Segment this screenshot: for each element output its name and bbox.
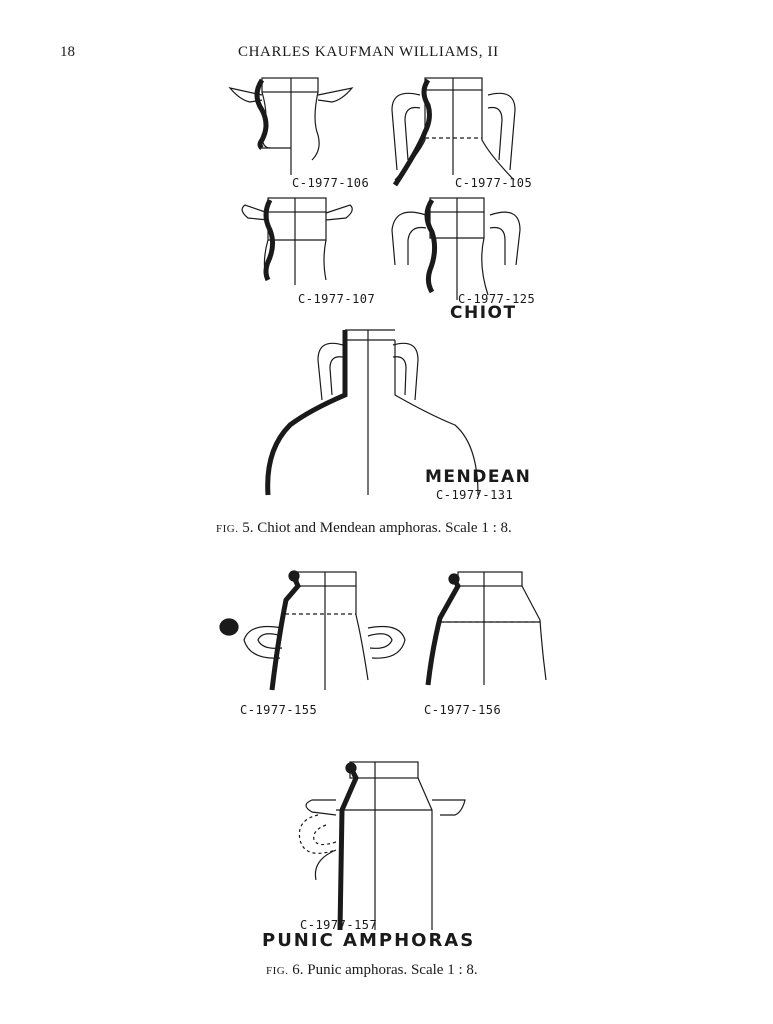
label-c-1977-155: C-1977-155: [240, 703, 318, 717]
group-label-mendean: MENDEAN: [425, 467, 532, 487]
drawing-c-1977-155: [220, 571, 405, 690]
label-c-1977-106: C-1977-106: [292, 176, 370, 190]
label-c-1977-105: C-1977-105: [455, 176, 533, 190]
label-c-1977-125: C-1977-125: [458, 292, 536, 306]
drawing-c-1977-156: [428, 572, 546, 685]
label-c-1977-157: C-1977-157: [300, 918, 378, 932]
label-c-1977-107: C-1977-107: [298, 292, 376, 306]
group-label-punic-amphoras: PUNIC AMPHORAS: [262, 930, 476, 951]
figure-5-caption-text: 5. Chiot and Mendean amphoras. Scale 1 : 8.: [242, 520, 512, 536]
page-number: 18: [60, 44, 75, 60]
drawing-c-1977-107: [242, 198, 352, 285]
label-c-1977-156: C-1977-156: [424, 703, 502, 717]
running-title: CHARLES KAUFMAN WILLIAMS, II: [238, 44, 499, 60]
drawing-c-1977-106: [230, 78, 352, 175]
figure-5-caption-prefix: FIG.: [216, 523, 239, 535]
figure-6-caption-prefix: FIG.: [266, 965, 289, 977]
label-c-1977-131: C-1977-131: [436, 488, 514, 502]
figure-5-caption: [216, 520, 512, 537]
group-label-chiot: CHIOT: [450, 303, 517, 323]
drawing-c-1977-125: [392, 198, 520, 300]
figure-6-caption: [266, 962, 478, 979]
figure-6-caption-text: 6. Punic amphoras. Scale 1 : 8.: [292, 962, 478, 978]
drawing-c-1977-105: [392, 78, 515, 185]
drawing-c-1977-157: [299, 762, 465, 930]
